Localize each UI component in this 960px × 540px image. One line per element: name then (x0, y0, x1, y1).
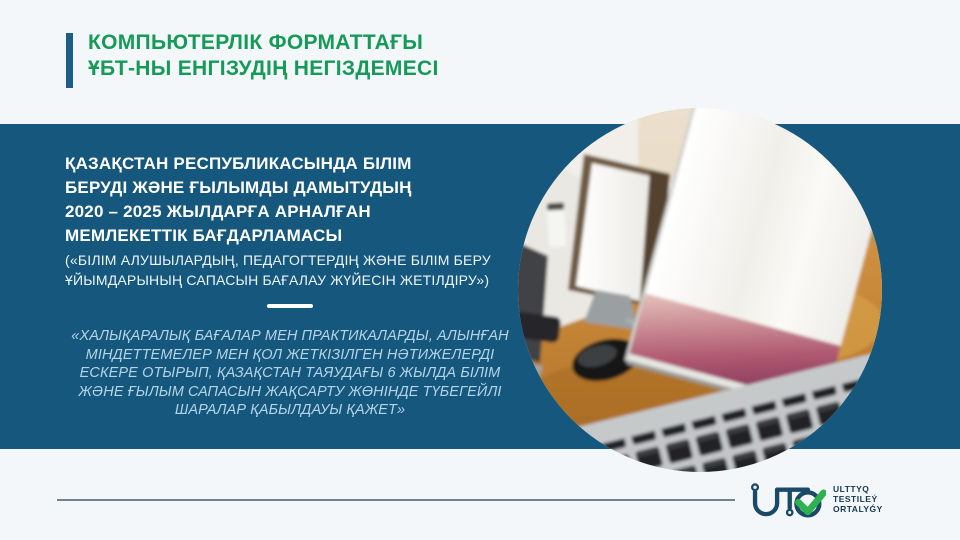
uto-logo-text-line: ULTTYQ (833, 484, 870, 494)
uto-logo (744, 481, 883, 522)
program-subheading-line: ҰЙЫМДАРЫНЫҢ САПАСЫН БАҒАЛАУ ЖҮЙЕСІН ЖЕТІЛДІРУ») (65, 272, 490, 288)
slide-title-line: КОМПЬЮТЕРЛІК ФОРМАТТАҒЫ (88, 31, 424, 54)
program-heading-line: ҚАЗАҚСТАН РЕСПУБЛИКАСЫНДА БІЛІМ (65, 154, 412, 173)
quote-line: МІНДЕТТЕМЕЛЕР МЕН ҚОЛ ЖЕТКІЗІЛГЕН НӘТИЖЕЛЕРДІ (85, 346, 495, 363)
slide-title-line: ҰБТ-НЫ ЕНГІЗУДІҢ НЕГІЗДЕМЕСІ (88, 57, 439, 80)
title-accent-bar (66, 33, 73, 88)
footer-divider-line (57, 499, 735, 501)
uto-logo-text (833, 485, 883, 514)
quote-line: ЖӘНЕ ҒЫЛЫМ САПАСЫН ЖАҚСАРТУ ЖӨНІНДЕ ТҮБЕГЕЙЛІ (78, 383, 502, 400)
program-subheading-line: («БІЛІМ АЛУШЫЛАРДЫҢ, ПЕДАГОГТЕРДІҢ ЖӘНЕ БІЛІМ БЕРУ (65, 252, 491, 268)
program-heading-line: МЕМЛЕКЕТТІК БАҒДАРЛАМАСЫ (65, 226, 343, 245)
program-heading-line: БЕРУДІ ЖӘНЕ ҒЫЛЫМДЫ ДАМЫТУДЫҢ (65, 178, 412, 197)
program-subheading (65, 250, 535, 290)
quote-text (45, 327, 535, 420)
program-heading (65, 152, 515, 248)
quote-line: «ХАЛЫҚАРАЛЫҚ БАҒАЛАР МЕН ПРАКТИКАЛАРДЫ, АЛЫНҒАН (71, 328, 509, 344)
classroom-photo-illustration (518, 108, 882, 472)
quote-divider (267, 304, 313, 308)
quote-line: ЕСКЕРЕ ОТЫРЫП, ҚАЗАҚСТАН ТАЯУДАҒЫ 6 ЖЫЛДА БІЛІМ (79, 365, 501, 382)
quote-line: ШАРАЛАР ҚАБЫЛДАУЫ ҚАЖЕТ» (174, 402, 406, 419)
uto-logo-text-line: ORTALYǴY (833, 503, 883, 514)
classroom-photo (518, 108, 882, 472)
slide-title (88, 30, 439, 82)
uto-circuit-check-icon (744, 481, 826, 522)
program-heading-line: 2020 – 2025 ЖЫЛДАРҒА АРНАЛҒАН (65, 202, 371, 221)
uto-logo-text-line: TESTILEÝ (833, 493, 878, 504)
